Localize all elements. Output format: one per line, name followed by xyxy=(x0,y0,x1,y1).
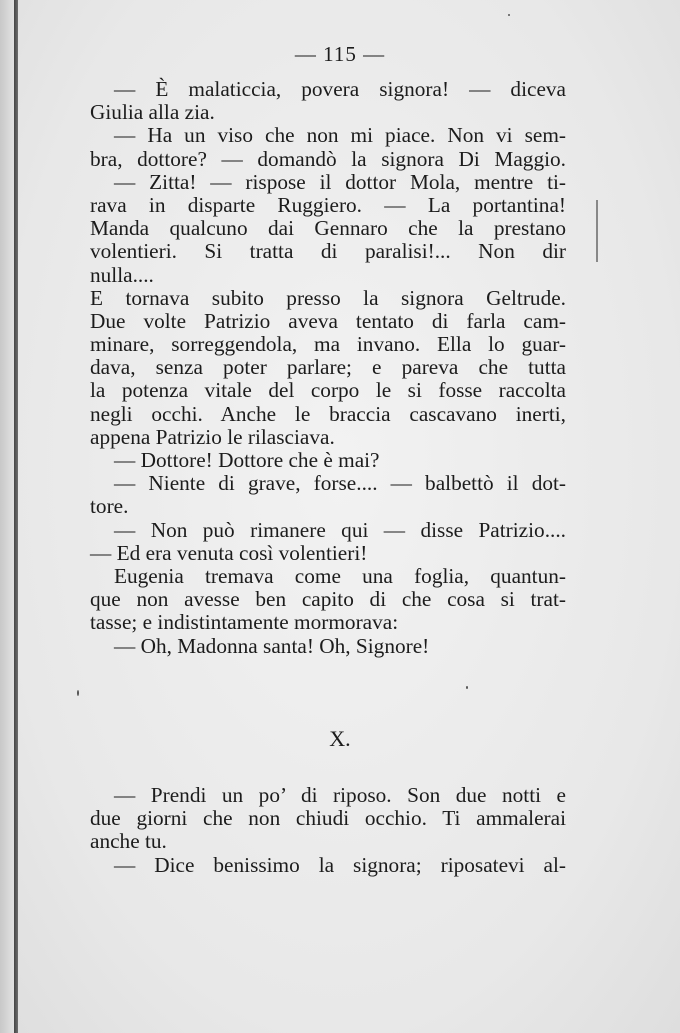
text-line: due giorni che non chiudi occhio. Ti ammalerai xyxy=(90,806,566,831)
text-line: Eugenia tremava come una foglia, quantun- xyxy=(114,563,566,588)
text-line: dava, senza poter parlare; e pareva che tutta xyxy=(90,355,566,380)
scan-speck xyxy=(77,690,79,696)
scan-speck xyxy=(508,14,510,16)
text-line: bra, dottore? — domandò la signora Di Maggio. xyxy=(90,146,566,171)
text-line: tasse; e indistintamente mormorava: xyxy=(90,610,399,635)
text-line: nulla.... xyxy=(90,262,154,287)
text-line: — Ed era venuta così volentieri! xyxy=(90,540,368,565)
text-line: — Dottore! Dottore che è mai? xyxy=(114,448,380,472)
text-line: tore. xyxy=(90,494,129,519)
text-line: anche tu. xyxy=(90,829,167,854)
scan-speck xyxy=(466,686,468,689)
text-line: negli occhi. Anche le braccia cascavano inerti, xyxy=(90,401,566,426)
text-line: rava in disparte Ruggiero. — La portantina! xyxy=(90,192,566,217)
text-line: — Ha un viso che non mi piace. Non vi sem- xyxy=(114,123,566,148)
text-line: minare, sorreggendola, ma invano. Ella lo guar- xyxy=(90,332,566,357)
text-line: Manda qualcuno dai Gennaro che la prestano xyxy=(90,216,566,241)
text-line: — Prendi un po’ di riposo. Son due notti e xyxy=(114,783,566,807)
text-line: que non avesse ben capito di che cosa si trat- xyxy=(90,587,566,612)
page-number: — 115 — xyxy=(294,42,386,66)
text-line: — Oh, Madonna santa! Oh, Signore! xyxy=(114,633,430,658)
chapter-heading: X. xyxy=(329,726,351,751)
text-line: — Zitta! — rispose il dottor Mola, mentre ti- xyxy=(114,169,566,194)
text-line: — È malaticcia, povera signora! — diceva xyxy=(114,77,566,101)
text-line: volentieri. Si tratta di paralisi!... Non dir xyxy=(90,239,566,264)
text-line: — Non può rimanere qui — disse Patrizio.... xyxy=(114,517,566,542)
margin-mark xyxy=(596,200,598,262)
text-line: Giulia alla zia. xyxy=(90,100,215,125)
text-block-bottom xyxy=(90,784,566,877)
binding-edge xyxy=(14,0,18,1033)
text-line: Due volte Patrizio aveva tentato di farla cam- xyxy=(90,308,566,333)
text-line: appena Patrizio le rilasciava. xyxy=(90,424,335,449)
text-line: — Dice benissimo la signora; riposatevi al- xyxy=(114,852,566,877)
text-line: la potenza vitale del corpo le si fosse raccolta xyxy=(90,378,566,403)
text-line: E tornava subito presso la signora Geltrude. xyxy=(90,285,566,310)
text-block-top xyxy=(90,78,566,658)
binding-shadow xyxy=(0,0,14,1033)
text-line: — Niente di grave, forse.... — balbettò il dot- xyxy=(114,471,566,496)
